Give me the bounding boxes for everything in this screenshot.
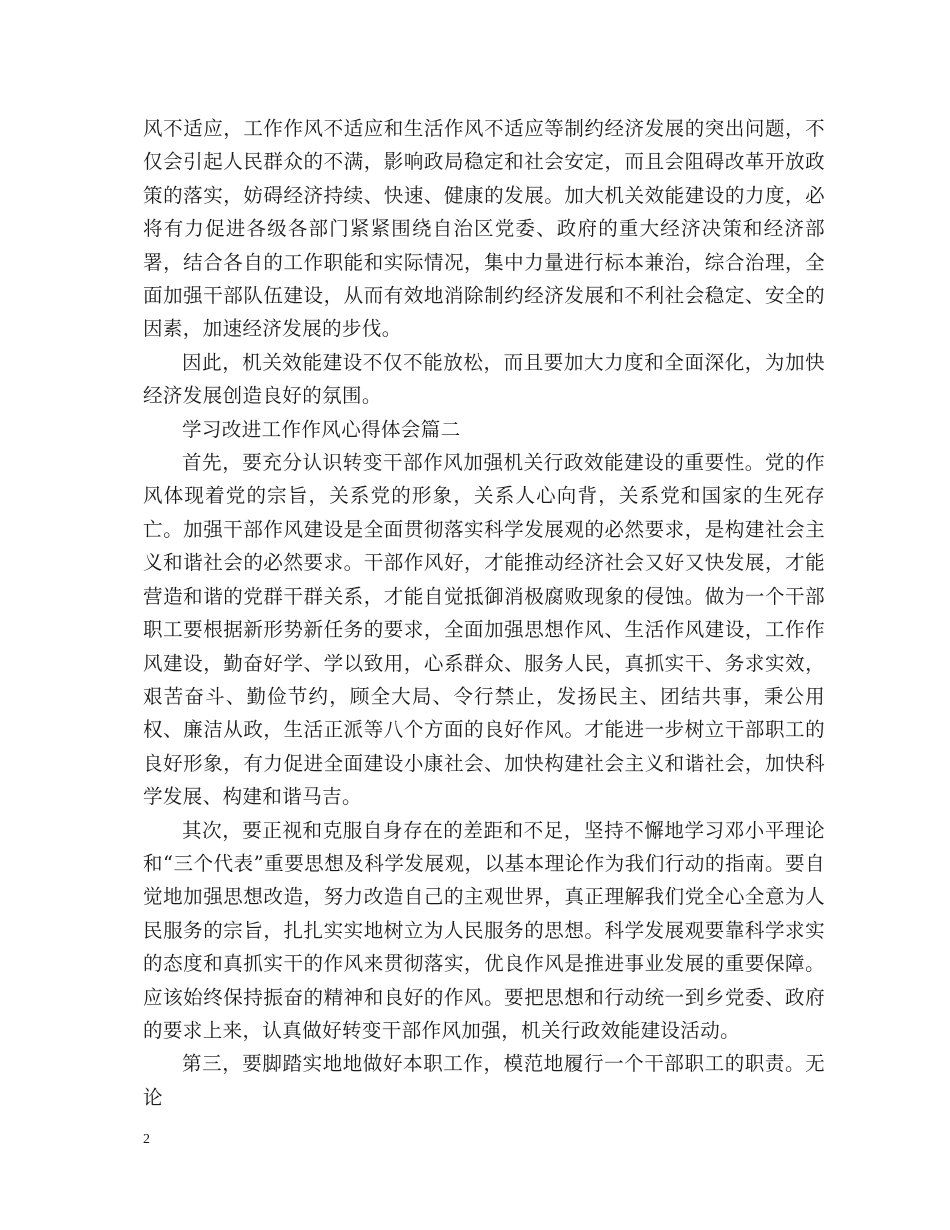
paragraph-3: 首先，要充分认识转变干部作风加强机关行政效能建设的重要性。党的作风体现着党的宗旨，关系党的形象，关系人心向背，关系党和国家的生死存亡。加强干部作风建设是全面贯彻落实科学发展观的必然要求，是构建社会主义和谐社会的必然要求。干部作风好，才能推动经济社会又好又快发展，才能营造和谐的党群干群关系，才能自觉抵御消极腐败现象的侵蚀。做为一个干部职工要根据新形势新任务的要求，全面加强思想作风、生活作风建设，工作作风建设，勤奋好学、学以致用，心系群众、服务人民，真抓实干、务求实效，艰苦奋斗、勤俭节约，顾全大局、令行禁止，发扬民主、团结共事，秉公用权、廉洁从政，生活正派等八个方面的良好作风。才能进一步树立干部职工的良好形象，有力促进全面建设小康社会、加快构建社会主义和谐社会，加快科学发展、构建和谐马吉。	[143, 451, 825, 809]
paragraph-5: 第三，要脚踏实地地做好本职工作，模范地履行一个干部职工的职责。无论	[143, 1052, 825, 1109]
section-heading: 学习改进工作作风心得体会篇二	[182, 417, 461, 441]
paragraph-4: 其次，要正视和克服自身存在的差距和不足，坚持不懈地学习邓小平理论和“三个代表”重要思想及科学发展观，以基本理论作为我们行动的指南。要自觉地加强思想改造，努力改造自己的主观世界，真正理解我们党全心全意为人民服务的宗旨，扎扎实实地树立为人民服务的思想。科学发展观要靠科学求实的态度和真抓实干的作风来贯彻落实，优良作风是推进事业发展的重要保障。应该始终保持振奋的精神和良好的作风。要把思想和行动统一到乡党委、政府的要求上来，认真做好转变干部作风加强，机关行政效能建设活动。	[143, 818, 825, 1042]
document-body	[143, 112, 825, 1114]
paragraph-1: 风不适应，工作作风不适应和生活作风不适应等制约经济发展的突出问题，不仅会引起人民群众的不满，影响政局稳定和社会安定，而且会阻碍改革开放政策的落实，妨碍经济持续、快速、健康的发展。加大机关效能建设的力度，必将有力促进各级各部门紧紧围绕自治区党委、政府的重大经济决策和经济部署，结合各自的工作职能和实际情况，集中力量进行标本兼治，综合治理，全面加强干部队伍建设，从而有效地消除制约经济发展和不利社会稳定、安全的因素，加速经济发展的步伐。	[143, 117, 825, 341]
paragraph-2: 因此，机关效能建设不仅不能放松，而且要加大力度和全面深化，为加快经济发展创造良好的氛围。	[143, 350, 825, 408]
page-number: 2	[143, 1132, 150, 1147]
